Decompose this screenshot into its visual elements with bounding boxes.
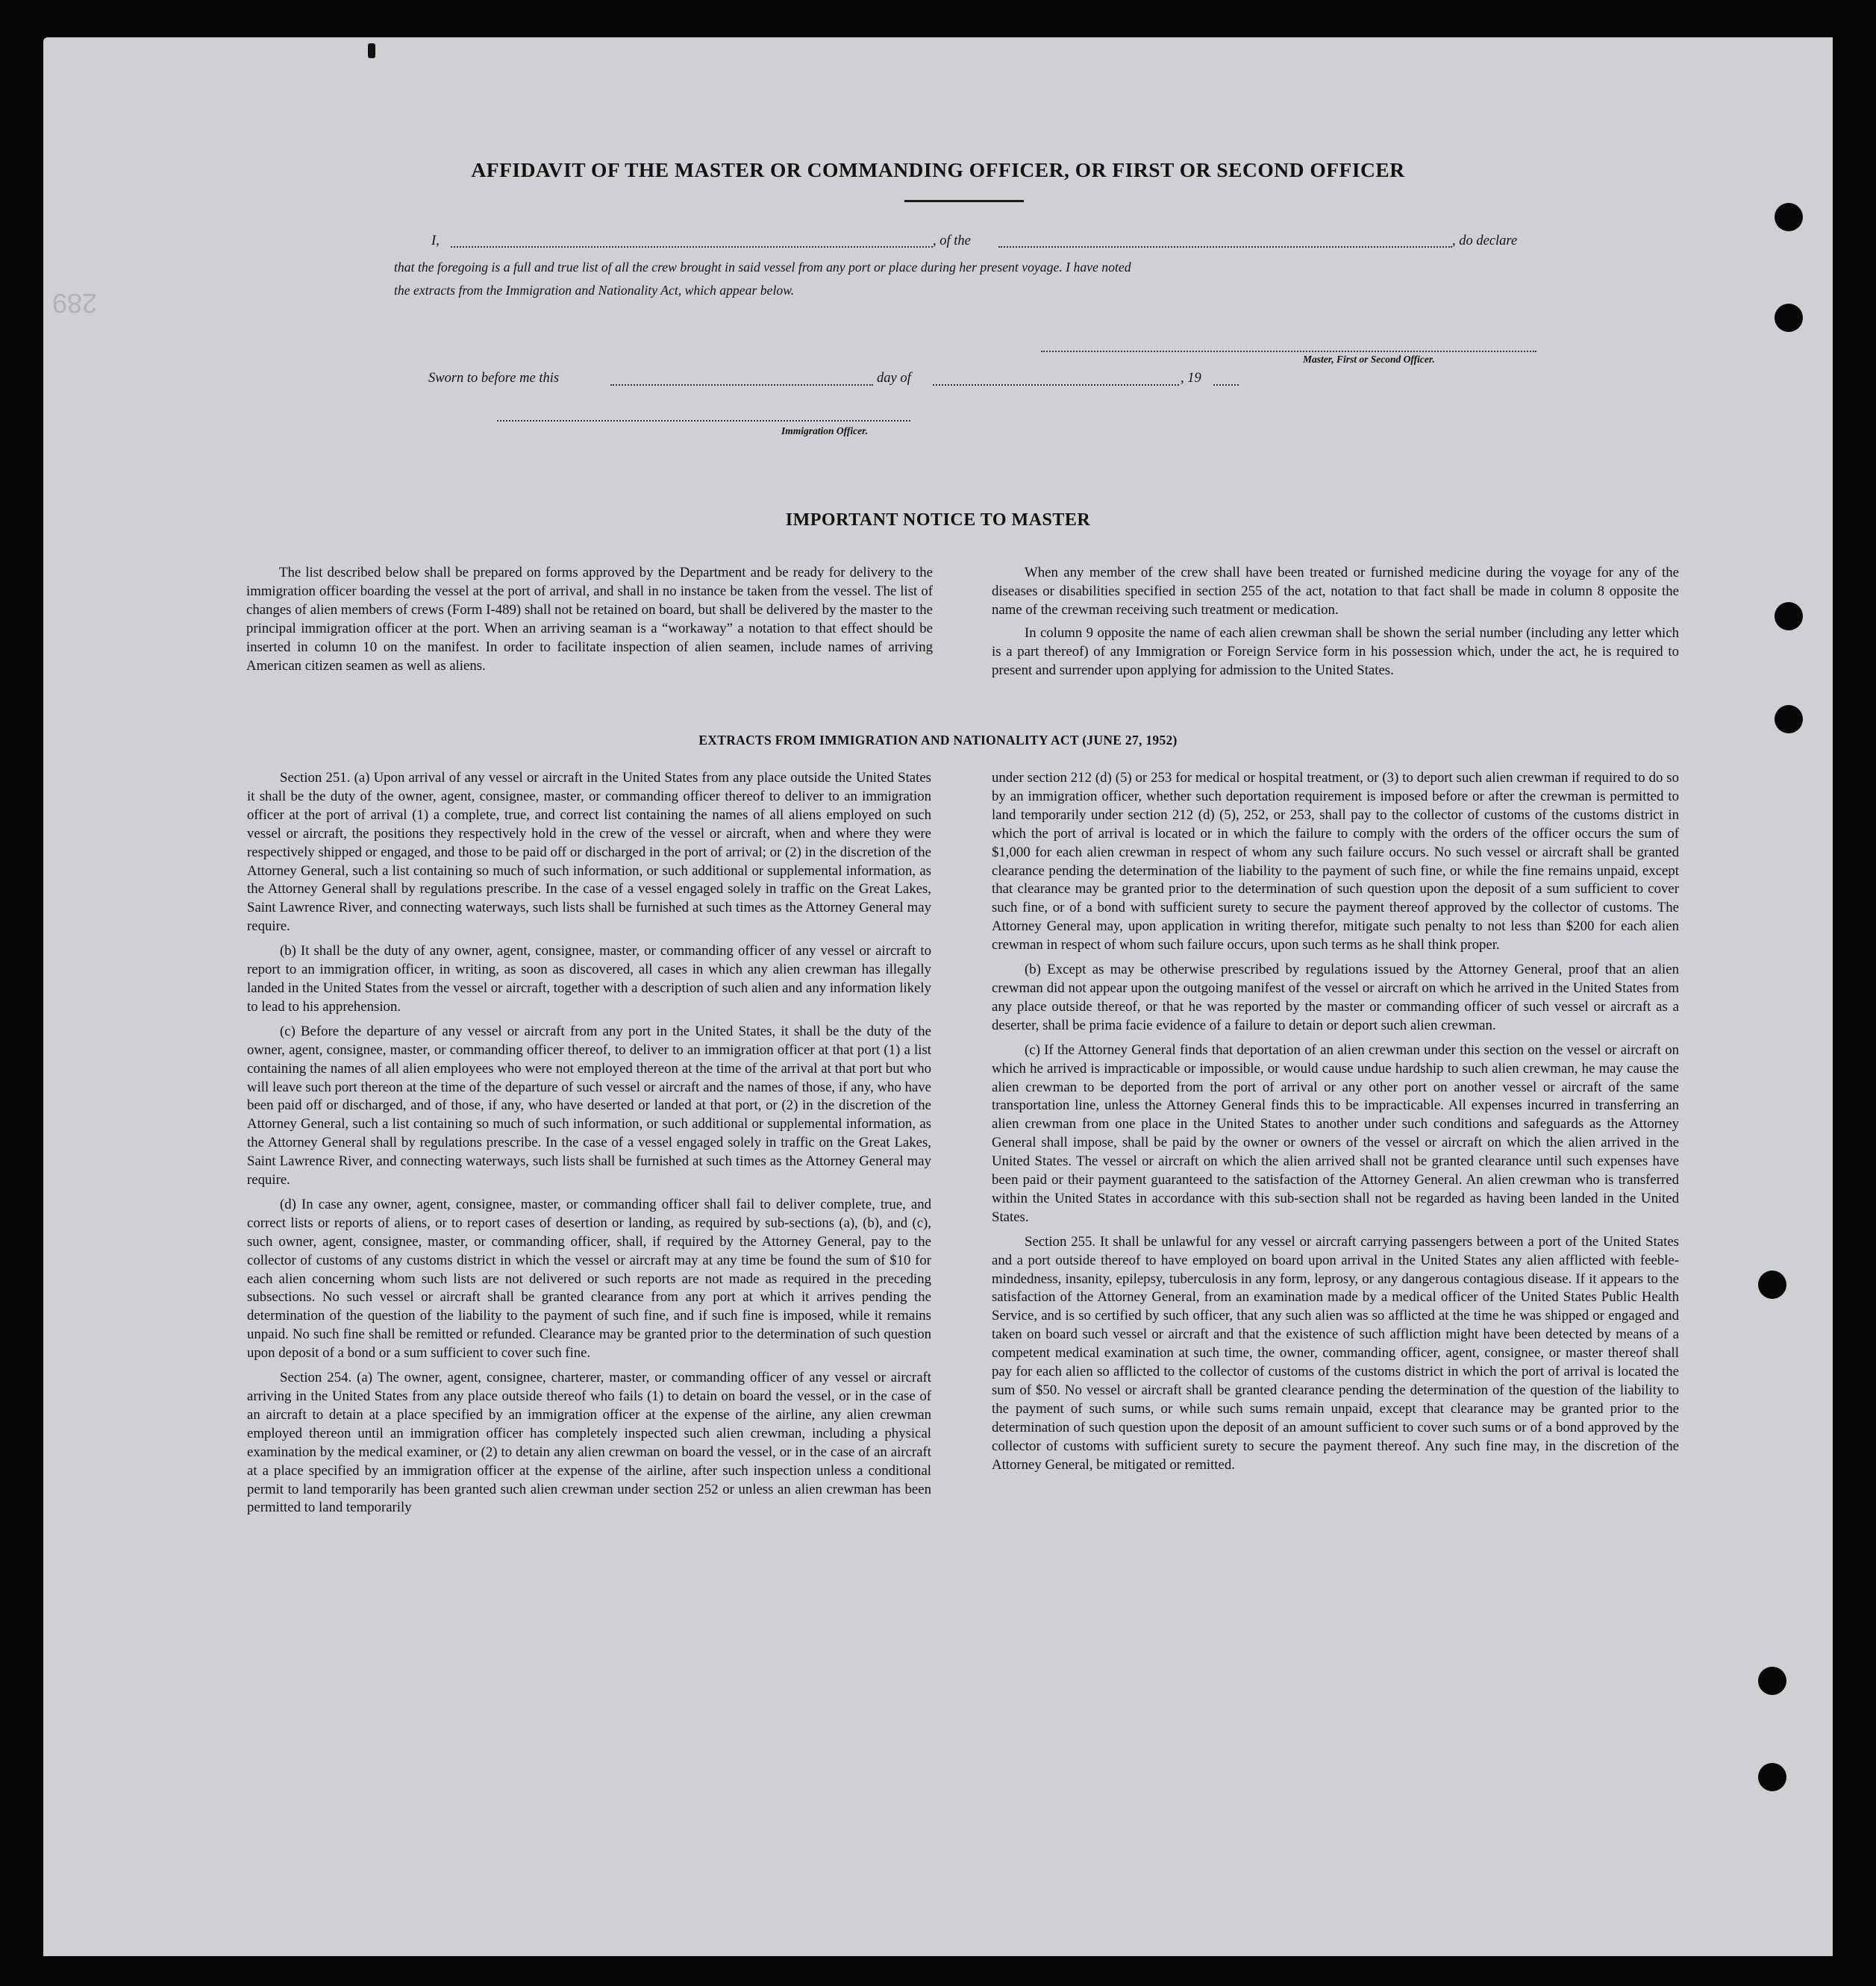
section-254-a-continued: under section 212 (d) (5) or 253 for medical or hospital treatment, or (3) to deport such alien crewman if required to do so by an immigration officer, whether such deportation requirement is imposed before or after the crewman is permitted to land temporarily under section 212 (d) (5), 252, or 253, shall pay to the collector of customs of the customs district in which the port of arrival is located or in which the failure to comply with the orders of the officer occurs the sum of $1,000 for each alien crewman in respect of whom any such failure occurs. No such vessel or aircraft shall be granted clearance pending the determination of the liability to the payment of such fine, or while the fine remains unpaid, except that clearance may be granted prior to the determination of such question upon the deposit of a sum sufficient to cover such fine, or of a bond with sufficient surety to secure the payment thereof approved by the collector of customs. The Attorney General may, upon application in writing therefor, mitigate such penalty to not less than $200 for each alien crewman in respect of whom such failure occurs, upon such terms as he shall think proper.: [992, 770, 1679, 953]
sworn-day-field[interactable]: [610, 384, 873, 386]
notice-right-column: [992, 564, 1679, 680]
year-label: , 19: [1181, 371, 1201, 386]
master-signature-field[interactable]: [1041, 351, 1536, 352]
section-254-b: (b) Except as may be otherwise prescribed by regulations issued by the Attorney General, proof that an alien crewman did not appear upon the outgoing manifest of the vessel or aircraft on which he arrived in the United States from any place outside thereof, or that he was reported by the master or commanding officer of such vessel or aircraft as a deserter, shall be prima facie evidence of a failure to detain or deport such alien crewman.: [992, 962, 1679, 1033]
scan-mark: [368, 43, 375, 58]
section-251-b: (b) It shall be the duty of any owner, agent, consignee, master, or commanding officer of any vessel or aircraft to report to an immigration officer, in writing, as soon as discovered, all cases in which any alien crewman has illegally landed in the United States from the vessel or aircraft, together with a description of such alien and any information likely to lead to his apprehension.: [247, 943, 931, 1015]
officer-signature-label: Immigration Officer.: [781, 425, 869, 436]
extracts-right-column: [992, 769, 1679, 1481]
affidavit-title: AFFIDAVIT OF THE MASTER OR COMMANDING OFFICER, OR FIRST OR SECOND OFFICER: [471, 158, 1405, 181]
section-254-c: (c) If the Attorney General finds that deportation of an alien crewman under this section on the vessel or aircraft on which he arrived is impracticable or impossible, or would cause undue hardship to such alien crewman, he may cause the alien crewman to be deported from the port of arrival or any other port on another vessel or aircraft of the same transportation line, unless the Attorney General finds this to be impracticable. All expenses incurred in transferring an alien crewman from one place in the United States to another under such conditions and safeguards as the Attorney General shall impose, shall be paid by the owner or owners of the vessel or aircraft on which the alien arrived in the United States. The vessel or aircraft on which the alien arrived shall not be granted clearance until such expenses have been paid or their payment guaranteed to the satisfaction of the Attorney General. An alien crewman who is transferred within the United States in accordance with this sub-section shall not be regarded as having been landed in the United States.: [992, 1041, 1679, 1225]
punch-hole: [1758, 1271, 1786, 1299]
notice-right-paragraph-1: When any member of the crew shall have been treated or furnished medicine during the voyage for any of the diseases or disabilities specified in section 255 of the act, notation to that fact shall be made in column 8 opposite the name of the crewman receiving such treatment or medication.: [992, 565, 1679, 618]
notice-right-paragraph-2: In column 9 opposite the name of each alien crewman shall be shown the serial number (including any letter which is a part thereof) of any Immigration or Foreign Service form in his possession which, under the act, he is required to present and surrender upon applying for admission to the United States.: [992, 624, 1679, 678]
day-of-label: day of: [877, 371, 911, 386]
sworn-year-field[interactable]: [1213, 384, 1239, 386]
affidavit-of-the-label: , of the: [933, 234, 971, 248]
vessel-field[interactable]: [998, 246, 1452, 248]
punch-hole: [1775, 203, 1803, 231]
extracts-title: EXTRACTS FROM IMMIGRATION AND NATIONALITY ACT (JUNE 27, 1952): [698, 733, 1178, 748]
bleed-through-number: 289: [52, 288, 98, 319]
section-251-c: (c) Before the departure of any vessel or aircraft from any port in the United States, it shall be the duty of the owner, agent, consignee, master, or commanding officer thereof, to deliver to an immigration officer at that port (1) a list containing the names of all alien employees who were not employed thereon at the time of the arrival at that port but who will leave such port thereon at the time of the departure of such vessel or aircraft and the names of those, if any, who have been paid off or discharged, and of those, if any, who have deserted or landed at that port, or (2) in the discretion of the Attorney General, such a list containing so much of such information, or such additional or supplemental information, as the Attorney General shall by regulations prescribe. In the case of a vessel engaged solely in traffic on the Great Lakes, Saint Lawrence River, and connecting waterways, such lists shall be furnished at such times as the Attorney General may require.: [247, 1023, 931, 1188]
notice-left-column: [246, 564, 933, 675]
affidavit-statement-line1: that the foregoing is a full and true list of all the crew brought in said vessel from any port or place during her present voyage. I have noted: [394, 260, 1131, 275]
punch-hole: [1758, 1763, 1786, 1791]
section-251-d: (d) In case any owner, agent, consignee, master, or commanding officer shall fail to deliver complete, true, and correct lists or reports of aliens, or to report cases of desertion or landing, as required by sub-sections (a), (b), and (c), such owner, agent, consignee, master, or commanding officer, shall, if required by the Attorney General, pay to the collector of customs of any customs district in which the vessel or aircraft may at any time be found the sum of $10 for each alien concerning whom such lists are not delivered or such reports are not made as required in the preceding subsections. No such vessel or aircraft shall be granted clearance from any port at which it arrives pending the determination of the question of the liability to the payment of such fine, and if such fine is imposed, while it remains unpaid. No such fine shall be remitted or refunded. Clearance may be granted prior to the determination of such question upon deposit of a bond or a sum sufficient to cover such fine.: [247, 1196, 931, 1362]
affidavit-i-label: I,: [431, 234, 440, 248]
title-rule: [904, 200, 1024, 202]
punch-hole: [1775, 304, 1803, 332]
punch-hole: [1775, 602, 1803, 630]
section-255: Section 255. It shall be unlawful for any vessel or aircraft carrying passengers between a port of the United States and a port outside thereof to have employed on board upon arrival in the United States any alien afflicted with feeble-mindedness, insanity, epilepsy, tuberculosis in any form, leprosy, or any dangerous contagious disease. If it appears to the satisfaction of the Attorney General, from an examination made by a medical officer of the United States Public Health Service, and is so certified by such officer, that any such alien was so afflicted at the time he was shipped or engaged and taken on board such vessel or aircraft and that the existence of such affliction might have been detected by means of a competent medical examination at such time, the owner, commanding officer, agent, consignee, or master thereof shall pay for each alien so afflicted to the collector of customs of the customs district in which the port of arrival is located the sum of $50. No vessel or aircraft shall be granted clearance pending the determination of the question of the liability to the payment of such sums, or while such sums remain unpaid, except that clearance may be granted prior to the determination of such question upon the deposit of an amount sufficient to cover such sums or of a bond approved by the collector of customs with sufficient surety to secure the payment thereof. Any such fine may, in the discretion of the Attorney General, be mitigated or remitted.: [992, 1233, 1679, 1473]
notice-left-paragraph: The list described below shall be prepared on forms approved by the Department and be ready for delivery to the immigration officer boarding the vessel at the port of arrival, and shall in no instance be taken from the vessel. The list of changes of alien members of crews (Form I-489) shall not be retained on board, but shall be delivered by the master to the principal immigration officer at the port. When an arriving seaman is a “workaway” a notation to that effect should be inserted in column 10 on the manifest. In order to facilitate inspection of alien seamen, include names of arriving American citizen seamen as well as aliens.: [246, 565, 933, 674]
name-field[interactable]: [451, 246, 933, 248]
section-251-a: Section 251. (a) Upon arrival of any vessel or aircraft in the United States from any place outside the United States it shall be the duty of the owner, agent, consignee, master, or commanding officer thereof to deliver to an immigration officer at the port of arrival (1) a complete, true, and correct list containing the names of all aliens employed on such vessel or aircraft, the positions they respectively hold in the crew of the vessel or aircraft, when and where they were respectively shipped or engaged, and those to be paid off or discharged in the port of arrival; or (2) in the discretion of the Attorney General, such a list containing so much of such information, or such additional or supplemental information, as the Attorney General shall by regulations prescribe. In the case of a vessel engaged solely in traffic on the Great Lakes, Saint Lawrence River, and connecting waterways, such lists shall be furnished at such times as the Attorney General may require.: [247, 770, 931, 935]
officer-signature-field[interactable]: [497, 420, 910, 422]
affidavit-do-declare-label: , do declare: [1452, 234, 1518, 248]
punch-hole: [1758, 1667, 1786, 1695]
punch-hole: [1775, 705, 1803, 733]
master-signature-label: Master, First or Second Officer.: [1303, 354, 1435, 365]
sworn-month-field[interactable]: [933, 384, 1179, 386]
affidavit-statement-line2: the extracts from the Immigration and Nationality Act, which appear below.: [394, 283, 795, 298]
sworn-label: Sworn to before me this: [428, 371, 560, 386]
extracts-left-column: [247, 769, 931, 1523]
section-254-a: Section 254. (a) The owner, agent, consignee, charterer, master, or commanding officer of any vessel or aircraft arriving in the United States from any place outside thereof who fails (1) to detain on board the vessel, or in the case of an aircraft to detain at a place specified by an immigration officer at the expense of the airline, any alien crewman employed thereon until an immigration officer has completely inspected such alien crewman, including a physical examination by the medical examiner, or (2) to detain any alien crewman on board the vessel, or in the case of an aircraft at a place specified by an immigration officer at the expense of the airline, after such inspection unless a conditional permit to land temporarily has been granted such alien crewman under section 252 or unless an alien crewman has been permitted to land temporarily: [247, 1370, 931, 1516]
notice-title: IMPORTANT NOTICE TO MASTER: [785, 510, 1091, 530]
